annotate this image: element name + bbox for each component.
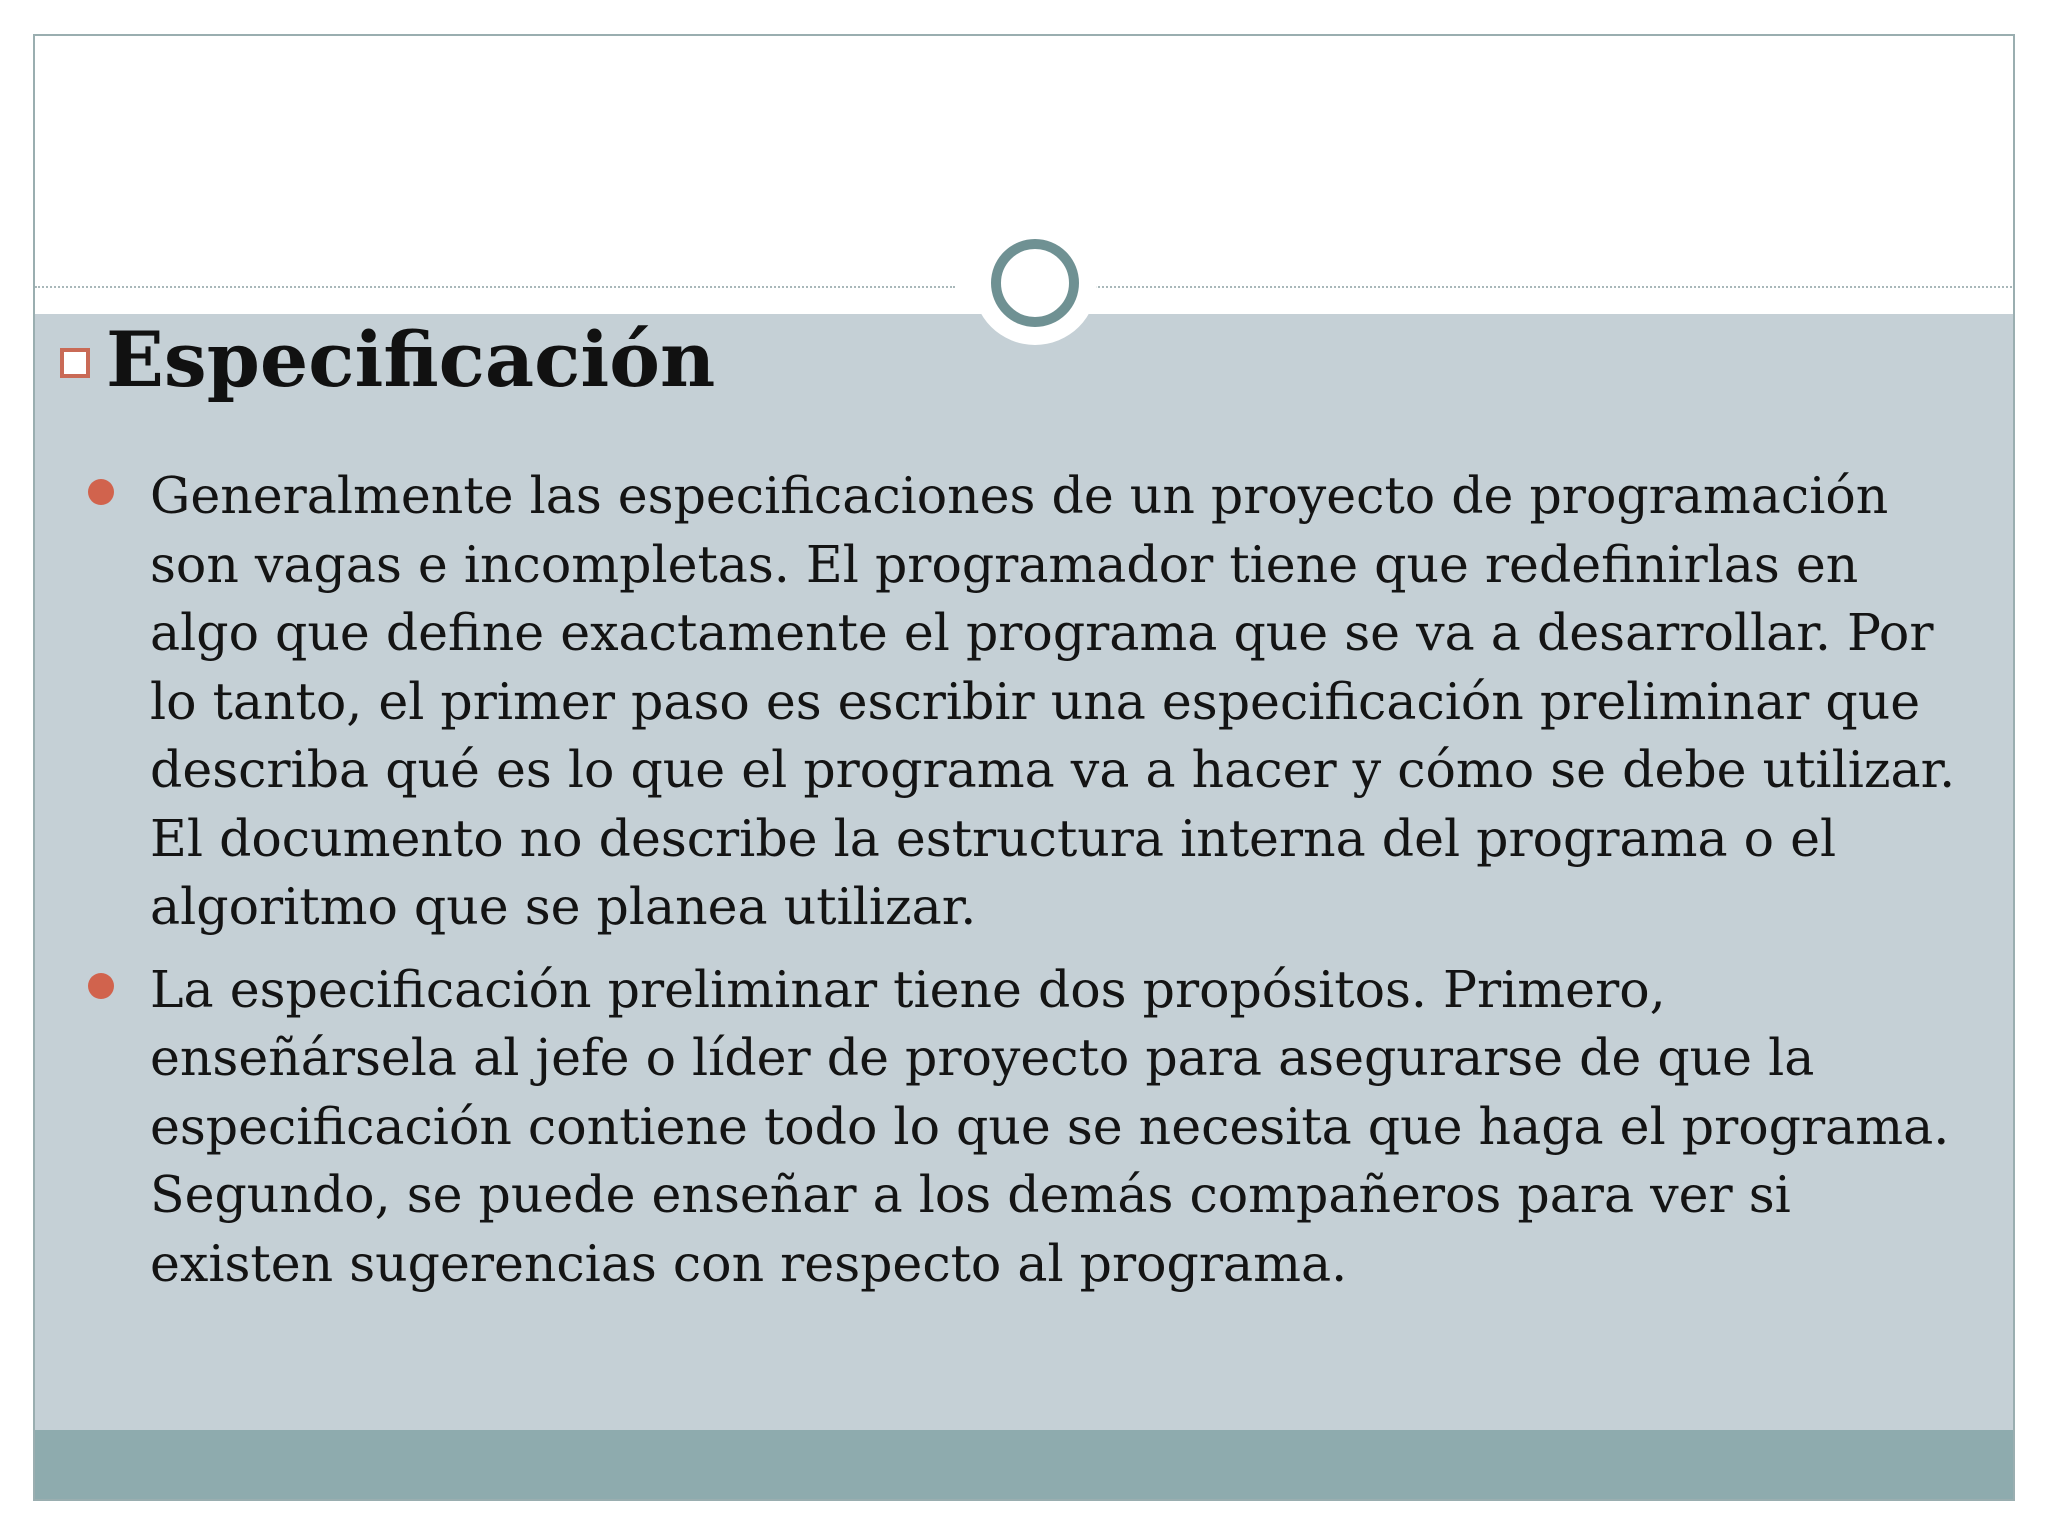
circle-ring bbox=[991, 239, 1079, 327]
bullet-dot-icon bbox=[88, 973, 114, 999]
bullet-list bbox=[60, 462, 1960, 1312]
bullet-item bbox=[60, 462, 1960, 942]
bullet-text: La especificación preliminar tiene dos propósitos. Primero, enseñársela al jefe o líder de proyecto para asegurarse de que la especificación contiene todo lo que se necesita que haga el programa. Segundo, se puede enseñar a los demás compañeros para ver si existen sugerencias con respecto al programa. bbox=[150, 959, 1950, 1293]
slide-title: Especificación bbox=[106, 315, 716, 404]
checkbox-bullet-icon bbox=[60, 348, 96, 384]
slide-title-row bbox=[60, 315, 716, 404]
bullet-dot-icon bbox=[88, 479, 114, 505]
header-divider-right bbox=[1095, 286, 2015, 288]
bullet-text: Generalmente las especificaciones de un proyecto de programación son vagas e incompletas. El programador tiene que redefinirlas en algo que define exactamente el programa que se va a desarrollar. Por lo tanto, el primer paso es escribir una especificación preliminar que describa qué es lo que el programa va a hacer y cómo se debe utilizar. El documento no describe la estructura interna del programa o el algoritmo que se planea utilizar. bbox=[150, 466, 1956, 936]
header-divider-left bbox=[35, 286, 955, 288]
circle-ornament-icon bbox=[973, 221, 1097, 345]
footer-bar bbox=[35, 1430, 2013, 1501]
bullet-item bbox=[60, 956, 1960, 1299]
